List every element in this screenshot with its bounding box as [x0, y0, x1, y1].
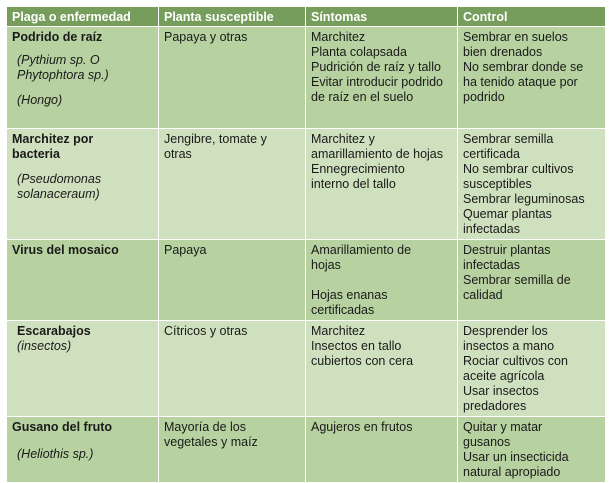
table-row	[7, 129, 606, 240]
symptom-text: certificadas	[311, 303, 375, 317]
plant-text: Cítricos y otras	[164, 324, 248, 338]
control-text: certificada	[463, 147, 520, 161]
control-text: Quemar plantas	[463, 207, 552, 221]
plant-cell	[159, 321, 306, 417]
control-text: ha tenido ataque por	[463, 75, 578, 89]
pest-control-table	[6, 6, 606, 483]
plant-cell	[159, 240, 306, 321]
scientific-name: Phytophtora sp.)	[17, 68, 109, 82]
control-text: calidad	[463, 288, 503, 302]
control-text: Usar un insecticida	[463, 450, 569, 464]
scientific-name: solanaceraum)	[17, 187, 100, 201]
plant-text: Jengibre, tomate y	[164, 132, 267, 146]
control-text: aceite agrícola	[463, 369, 545, 383]
scientific-name: (Heliothis sp.)	[17, 447, 94, 461]
table-row	[7, 27, 606, 129]
control-text: gusanos	[463, 435, 511, 449]
plant-text: Papaya y otras	[164, 30, 248, 44]
symptom-text: de raíz en el suelo	[311, 90, 414, 104]
header-pest: Plaga o enfermedad	[7, 7, 159, 27]
plant-text: vegetales y maíz	[164, 435, 258, 449]
pest-name: Marchitez por	[12, 132, 94, 146]
plant-text: Mayoría de los	[164, 420, 246, 434]
control-text: bien drenados	[463, 45, 543, 59]
header-plant: Planta susceptible	[159, 7, 306, 27]
control-text: Desprender los	[463, 324, 548, 338]
symptoms-cell	[306, 129, 458, 240]
symptom-text: Marchitez y	[311, 132, 375, 146]
header-symptoms: Síntomas	[306, 7, 458, 27]
symptom-text: hojas	[311, 258, 341, 272]
scientific-name: (Pseudomonas	[17, 172, 102, 186]
pest-type-note: (Hongo)	[17, 93, 63, 107]
table-row	[7, 240, 606, 321]
scientific-name: (insectos)	[17, 339, 72, 353]
symptom-text: Evitar introducir podrido	[311, 75, 444, 89]
control-text: predadores	[463, 399, 527, 413]
control-text: No sembrar donde se	[463, 60, 584, 74]
pest-cell	[7, 129, 159, 240]
control-text: Usar insectos	[463, 384, 539, 398]
control-cell	[458, 240, 606, 321]
control-text: natural apropiado	[463, 465, 561, 479]
table-row	[7, 321, 606, 417]
control-text: Rociar cultivos con	[463, 354, 568, 368]
control-text: Sembrar semilla	[463, 132, 554, 146]
control-text: infectadas	[463, 222, 520, 236]
symptom-text: interno del tallo	[311, 177, 396, 191]
symptom-text: Insectos en tallo	[311, 339, 402, 353]
symptom-text: Marchitez	[311, 324, 366, 338]
header-control: Control	[458, 7, 606, 27]
pest-cell	[7, 27, 159, 129]
symptom-text: Ennegrecimiento	[311, 162, 405, 176]
symptom-text: cubiertos con cera	[311, 354, 414, 368]
symptoms-cell	[306, 240, 458, 321]
symptom-text: Planta colapsada	[311, 45, 407, 59]
symptoms-cell	[306, 321, 458, 417]
pest-name: Podrido de raíz	[12, 30, 103, 44]
control-text: Sembrar leguminosas	[463, 192, 585, 206]
control-text: No sembrar cultivos	[463, 162, 574, 176]
symptom-text: Marchitez	[311, 30, 366, 44]
control-text: susceptibles	[463, 177, 532, 191]
pest-name: Escarabajos	[17, 324, 91, 338]
control-text: Quitar y matar	[463, 420, 543, 434]
control-text: insectos a mano	[463, 339, 555, 353]
pest-name: bacteria	[12, 147, 60, 161]
symptoms-cell	[306, 27, 458, 129]
symptom-text: Pudrición de raíz y tallo	[311, 60, 441, 74]
pest-cell	[7, 321, 159, 417]
pest-cell	[7, 240, 159, 321]
control-cell	[458, 129, 606, 240]
control-text: infectadas	[463, 258, 520, 272]
control-text: podrido	[463, 90, 505, 104]
symptom-text: amarillamiento de hojas	[311, 147, 444, 161]
plant-text: Papaya	[164, 243, 207, 257]
pest-name: Virus del mosaico	[12, 243, 119, 257]
symptom-text: Agujeros en frutos	[311, 420, 413, 434]
header-row	[7, 7, 606, 27]
pest-name: Gusano del fruto	[12, 420, 112, 434]
control-cell	[458, 27, 606, 129]
plant-cell	[159, 129, 306, 240]
plant-cell	[159, 27, 306, 129]
control-text: Destruir plantas	[463, 243, 551, 257]
control-cell	[458, 321, 606, 417]
control-text: Sembrar semilla de	[463, 273, 571, 287]
symptom-text: Hojas enanas	[311, 288, 388, 302]
plant-text: otras	[164, 147, 192, 161]
scientific-name: (Pythium sp. O	[17, 53, 100, 67]
control-text: Sembrar en suelos	[463, 30, 568, 44]
symptom-text: Amarillamiento de	[311, 243, 412, 257]
